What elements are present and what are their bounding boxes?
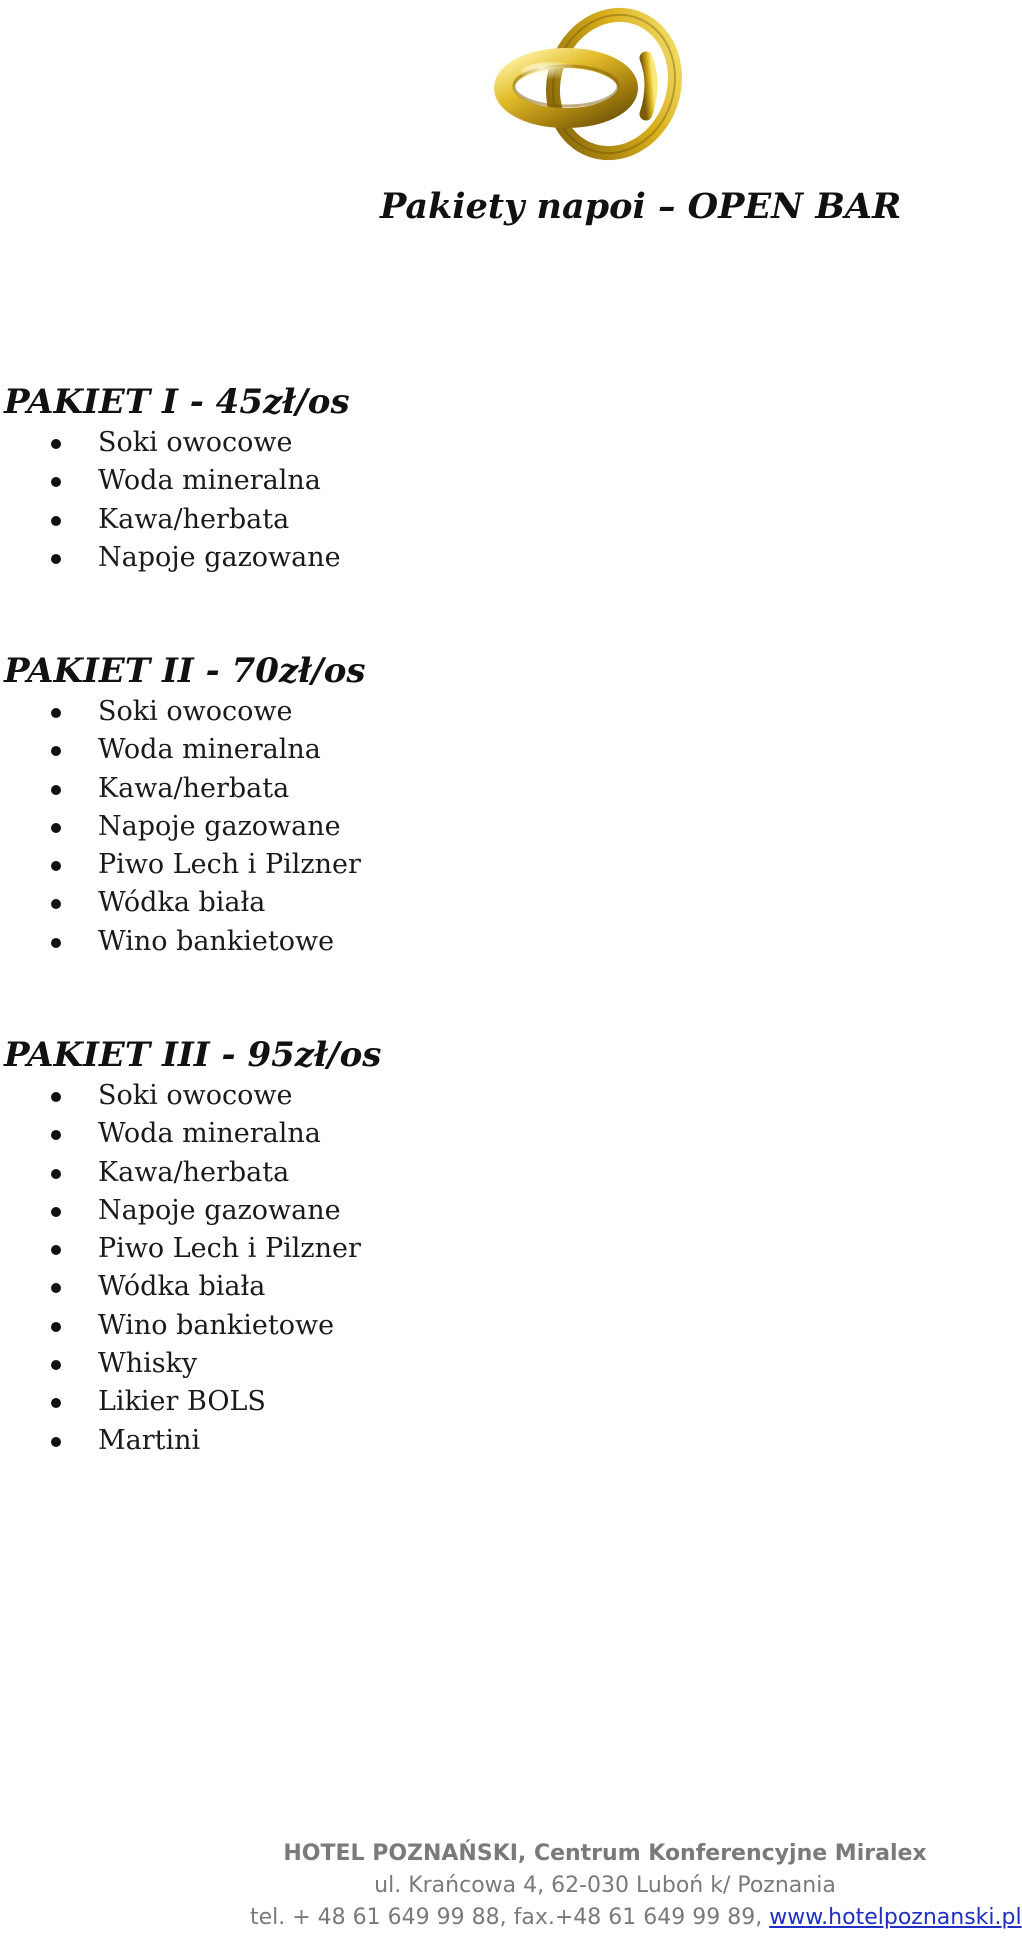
list-item-label: Martini (98, 1424, 201, 1456)
bullet-icon (51, 516, 61, 526)
footer-address: ul. Krańcowa 4, 62-030 Luboń k/ Poznania (374, 1873, 836, 1898)
list-item-label: Wódka biała (98, 887, 266, 919)
list-item (4, 770, 366, 808)
list-item (4, 884, 366, 922)
package-2 (4, 649, 366, 961)
list-item-label: Soki owocowe (98, 696, 293, 727)
list-item-label: Kawa/herbata (98, 1156, 290, 1188)
list-item-label: Whisky (98, 1348, 198, 1380)
bullet-icon (51, 785, 61, 795)
package-items (4, 693, 366, 961)
package-title: PAKIET II - 70zł/os (4, 651, 366, 691)
bullet-icon (51, 1130, 61, 1140)
bullet-icon (51, 1169, 61, 1179)
list-item (4, 846, 366, 884)
list-item (4, 693, 366, 731)
list-item-label: Woda mineralna (98, 734, 321, 766)
list-item-label: Wino bankietowe (98, 925, 335, 957)
bullet-icon (51, 1322, 61, 1332)
bullet-icon (51, 1092, 61, 1102)
list-item-label: Piwo Lech i Pilzner (98, 849, 361, 881)
bullet-icon (51, 1398, 61, 1408)
package-1 (4, 380, 350, 577)
wedding-rings-icon (496, 6, 696, 164)
list-item-label: Napoje gazowane (98, 1194, 341, 1226)
list-item-label: Likier BOLS (98, 1386, 266, 1418)
list-item-label: Soki owocowe (98, 427, 293, 458)
list-item-label: Napoje gazowane (98, 810, 341, 842)
bullet-icon (51, 1360, 61, 1370)
bullet-icon (51, 439, 61, 449)
list-item-label: Wino bankietowe (98, 1309, 335, 1341)
package-items (4, 1077, 381, 1460)
list-item (4, 1230, 381, 1268)
package-3 (4, 1033, 381, 1460)
list-item (4, 1383, 381, 1421)
package-title: PAKIET III - 95zł/os (4, 1035, 382, 1075)
list-item (4, 501, 350, 539)
list-item-label: Woda mineralna (98, 1118, 321, 1150)
bullet-icon (51, 938, 61, 948)
bullet-icon (51, 861, 61, 871)
list-item (4, 1422, 381, 1460)
footer (0, 1838, 1022, 1934)
list-item (4, 1307, 381, 1345)
list-item-label: Wódka biała (98, 1271, 266, 1303)
page-title: Pakiety napoi – OPEN BAR (380, 186, 902, 227)
list-item (4, 462, 350, 500)
bullet-icon (51, 823, 61, 833)
list-item (4, 923, 366, 961)
list-item-label: Soki owocowe (98, 1080, 293, 1111)
website-link[interactable]: www.hotelpoznanski.pl (769, 1905, 1022, 1930)
bullet-icon (51, 1437, 61, 1447)
list-item-label: Piwo Lech i Pilzner (98, 1233, 361, 1265)
list-item-label: Napoje gazowane (98, 541, 341, 573)
list-item (4, 1077, 381, 1115)
list-item (4, 539, 350, 577)
list-item-label: Kawa/herbata (98, 772, 290, 804)
bullet-icon (51, 554, 61, 564)
footer-phone: tel. + 48 61 649 99 88, fax.+48 61 649 99 89, (250, 1905, 770, 1930)
bullet-icon (51, 477, 61, 487)
list-item (4, 731, 366, 769)
list-item (4, 808, 366, 846)
bullet-icon (51, 899, 61, 909)
footer-hotel-name: HOTEL POZNAŃSKI, Centrum Konferencyjne Miralex (283, 1841, 927, 1866)
bullet-icon (51, 1207, 61, 1217)
list-item (4, 1268, 381, 1306)
list-item-label: Kawa/herbata (98, 503, 290, 535)
list-item (4, 424, 350, 462)
bullet-icon (51, 1245, 61, 1255)
bullet-icon (51, 1283, 61, 1293)
package-title: PAKIET I - 45zł/os (4, 382, 350, 422)
package-items (4, 424, 350, 577)
list-item (4, 1154, 381, 1192)
list-item-label: Woda mineralna (98, 465, 321, 497)
bullet-icon (51, 708, 61, 718)
bullet-icon (51, 746, 61, 756)
list-item (4, 1115, 381, 1153)
footer-contact (250, 1902, 1022, 1934)
list-item (4, 1192, 381, 1230)
list-item (4, 1345, 381, 1383)
